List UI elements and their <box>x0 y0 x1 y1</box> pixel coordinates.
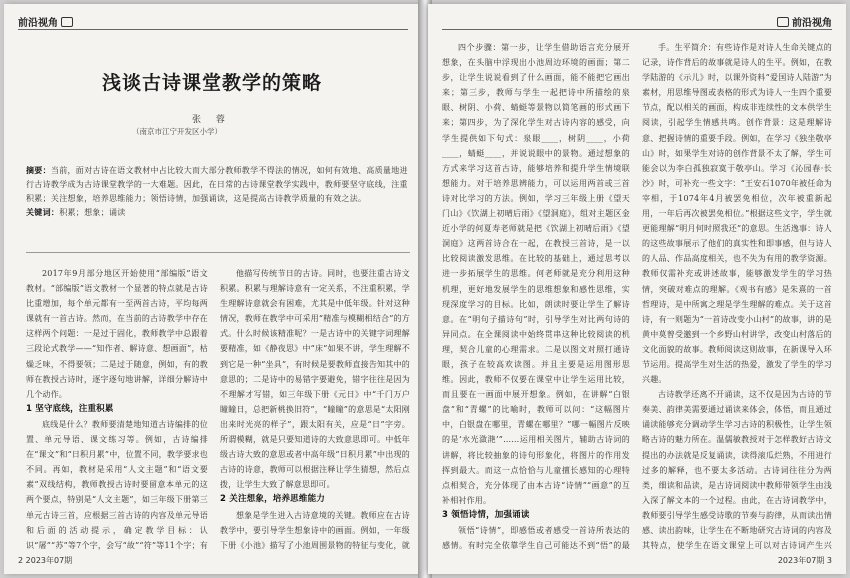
header-box-icon <box>61 17 73 27</box>
body-paragraph: 他描写传统节日的古诗。同时，也要注重古诗文积累。积累与理解诗意有一定关系，不注重积累，学生理解诗意就会有困难，尤其是中低年级。针对这种情况，教师在教学中可采用“精准与模糊相结合”的方式。什么时候该精准呢？一是古诗中的关键字词理解要精准，如《静夜思》中“床”如果不讲，学生理解不到它是一种“坐具”，有时候是要教师直接告知其中的意思的；二是诗中的易错字要避免，错字往往是因为不理解才写错，如三年级下册《元日》中“千门万户瞳瞳日，总把新桃换旧符”，“瞳瞳”的意思是“太阳刚出来时光亮的样子”，跟太阳有关，应是“日”字旁。所谓模糊，就是只要知道诗的大致意思即可。中低年级古诗大致的意思或者中高年级“日积月累”中出现的古诗的诗意，教师可以根据注释让学生猜想，然后点拨，让学生大致了解意思即可。 <box>220 269 410 490</box>
left-column-2 <box>220 266 410 556</box>
section-heading-1: 1 坚守底线，注重积累 <box>26 403 114 414</box>
right-header-tag <box>777 14 832 29</box>
body-paragraph: 想象是学生进入古诗意境的关键。教师应在古诗教学中，要引导学生想象诗中的画面。例如，一年级下册《小池》描写了小池周围景物的特征与变化，就 <box>220 510 410 550</box>
right-footer: 2023年07期 3 <box>777 556 832 565</box>
right-page <box>428 4 846 574</box>
body-paragraph: 底线是什么？教师要清楚地知道古诗编排的位置、单元导语、课文练习等。例如，古诗编排在“课文”和“日积月累”中，位置不同，教学要求也不同。再如，教材是采用“人文主题”和“语文要素”双线结构，教师教授古诗时要留意本单元的这两个要点，特别是“人文主题”，如三年级下册第三单元古诗三首，应根据三首古诗的内容及单元导语和后面的活动提示，确定教学目标：认识“屠”“苏”等7个字，会写“故”“符”等11个字；有 <box>26 419 208 550</box>
right-column-2 <box>642 40 832 556</box>
left-header-tag <box>18 14 73 29</box>
abstract-text: 当前，面对古诗在语文教材中占比较大而大部分教师教学不得法的情况，如何有效地、高质量地进行古诗教学成为古诗课堂教学的一大难题。因此，在日常的古诗课堂教学实践中，教师要坚守底线，注重积累；关注想象，培养思维能力；领悟诗情，加强诵读，这是提高古诗教学质量的有效之法。 <box>26 166 408 203</box>
left-header-label: 前沿视角 <box>18 18 58 29</box>
article-author: 张 蓉 <box>192 115 231 125</box>
right-header-rule <box>442 29 832 30</box>
body-paragraph: 2017年9月部分地区开始使用“部编版”语文教材。“部编版”语文教材一个显著的特点就是古诗比重增加，每个单元都有一至两首古诗，平均每两课就有一首古诗。然而，在当前的古诗教学中存在这样两个问题：一是过于固化，教师教学中总跟着三段论式教学——“知作者、解诗意、想画面”，枯燥乏味，不得要领；二是过于随意，例如，有的教师在教授古诗时，逐字逐句地讲解，详细分解诗中几个动作。 <box>26 269 208 399</box>
left-footer: 2 2023年07期 <box>18 556 73 565</box>
body-paragraph: 古诗教学还离不开诵读，这不仅是因为古诗的节奏美、韵律美需要通过诵读来体会，体悟，而且通过诵读能够充分调动学生学习古诗的积极性，让学生领略古诗的魅力所在。温儒敏教授对于怎样教好古诗文提出的办法就是反复诵读，读得滚瓜烂熟，不用进行过多的解释，也不要太多活动。古诗词往往分为两类，细读和品读，是古诗词阅读中教师带领学生由浅入深了解文本的一个过程。由此，在古诗词教学中，教师要引导学生感受诗歌的节奏与韵律，从而读出情感、读出韵味，让学生在不断地研究古诗词的内容及其特点，使学生在语文课堂上可以对古诗词产生兴 <box>642 390 832 551</box>
keywords-label: 关键词： <box>26 208 60 217</box>
left-page <box>4 4 422 574</box>
body-paragraph: 手。生平简介：有些诗作是对诗人生命关键点的记录，诗作背后的故事就是诗人的生平。例如，在教学陆游的《示儿》时，以课外资料“爱国诗人陆游”为素材，用思维导图或表格的形式为诗人一生四个重要节点，配以相关的画面，构成非连续性的文本供学生阅读，引起学生情感共鸣。创作背景：这是理解诗意、把握诗情的重要手段。例如，在学习《独坐敬亭山》时，如果学生对诗的创作背景不太了解，学生可能会以为李白孤独寂寞于敬亭山。学习《沁园春·长沙》时，可补充一些文字：“王安石1070年被任命为宰相，于1074年4月被罢免相位，次年被重新起用，一年后再次被罢免相位。”根据这些文字，学生就更能理解“明月何时照我还”的意思。生活逸事：诗人的这些故事展示了他们的真实性和即事感，但与诗人的人品、作品高度相关，也不失为有用的教学资源。教师仅需补充或讲述故事，能够激发学生的学习热情，突破对难点的理解。《观书有感》是朱熹的一首哲理诗，是中所寓之理是学生理解的难点。关于这首诗，有一则题为“一首诗改变小山村”的故事，讲的是黄中莫曾受邀到一个乡野山村讲学，改变山村落后的文化面貌的故事。教师阅读这则故事，在新课导入环节运用。提高学生对生活的热爱，激发了学生的学习兴趣。 <box>642 43 832 385</box>
body-paragraph: 四个步骤：第一步，让学生借助语言充分展开想象，在头脑中浮现出小池周边环境的画面；第二步，让学生说说看到了什么画面，能不能把它画出来；第三步，教师与学生一起把诗中所描绘的泉眼、树阴、小荷、蜻蜓等景物以简笔画的形式画下来；第四步，为了深化学生对古诗内容的感受，向学生提供如下句式：泉眼____，树阴____，小荷____，蜻蜓____，并说说眼中的景物。通过想象的方式来学习这首古诗，能够培养和提升学生情境联想能力。对于培养思辨能力，可以运用两首或三首诗对比学习的方法。例如，学习三年级上册《望天门山》《饮湖上初晴后雨》《望洞庭》，组对主题区金近小学的何夏寿老师就是把《饮湖上初晴后雨》《望洞庭》这两首诗合在一起，在教授三首诗，是一以比较阅读激发思维。在比较的基础上，通过思考以进一步拓展学生的思维。何老师就是充分利用这种机理，更好地发展学生的思维想象和感性思维，实现深度学习的目标。比如，朗读时要让学生了解诗意。在“明句子描诗句”时，引导学生对比两句诗的异同点。在全课阅读中始终贯串这种比较阅读的机理，契合儿童的心理需求。二是以图文对照打通诗眼，孩子在较高欢读图。并且主要是运用图形思维。因此，教师不仅要在课堂中让学生运用比较，而且要在一画面中展开想象。例如，在讲解“白银盘”和“青螺”的比喻时，教师可以问：“这幅图片中，白银盘在哪里，青螺在哪里？”哪一幅图片反映的是‘水光潋滟’”……运用相关图片，辅助古诗词的讲解，将比较抽象的诗句形象化，将图片的作用发挥到最大。而这一点恰恰与儿童擅长感知的心理特点相契合，充分体现了由本古诗“诗情”“画意”的互补相衬作用。 <box>442 43 630 505</box>
abstract-block <box>26 164 410 220</box>
left-column-1 <box>26 266 208 556</box>
article-affiliation: （南京市江宁开发区小学） <box>132 127 222 136</box>
abstract-label: 摘要： <box>26 166 51 175</box>
abstract-rule <box>26 252 410 253</box>
article-title: 浅谈古诗课堂教学的策略 <box>102 72 323 94</box>
keywords-text: 积累；想象；诵读 <box>59 208 126 217</box>
header-box-icon <box>777 17 789 27</box>
left-header-rule <box>18 29 408 30</box>
section-heading-2: 2 关注想象，培养思维能力 <box>220 494 325 505</box>
right-column-1 <box>442 40 630 556</box>
body-paragraph: 领悟“诗情”，即感悟或者感受一首诗所表达的感情。有时完全依靠学生自己可能达不到“悟”的最 <box>442 526 630 551</box>
section-heading-3: 3 领悟诗情，加强诵读 <box>442 509 530 520</box>
right-header-label: 前沿视角 <box>792 18 832 29</box>
